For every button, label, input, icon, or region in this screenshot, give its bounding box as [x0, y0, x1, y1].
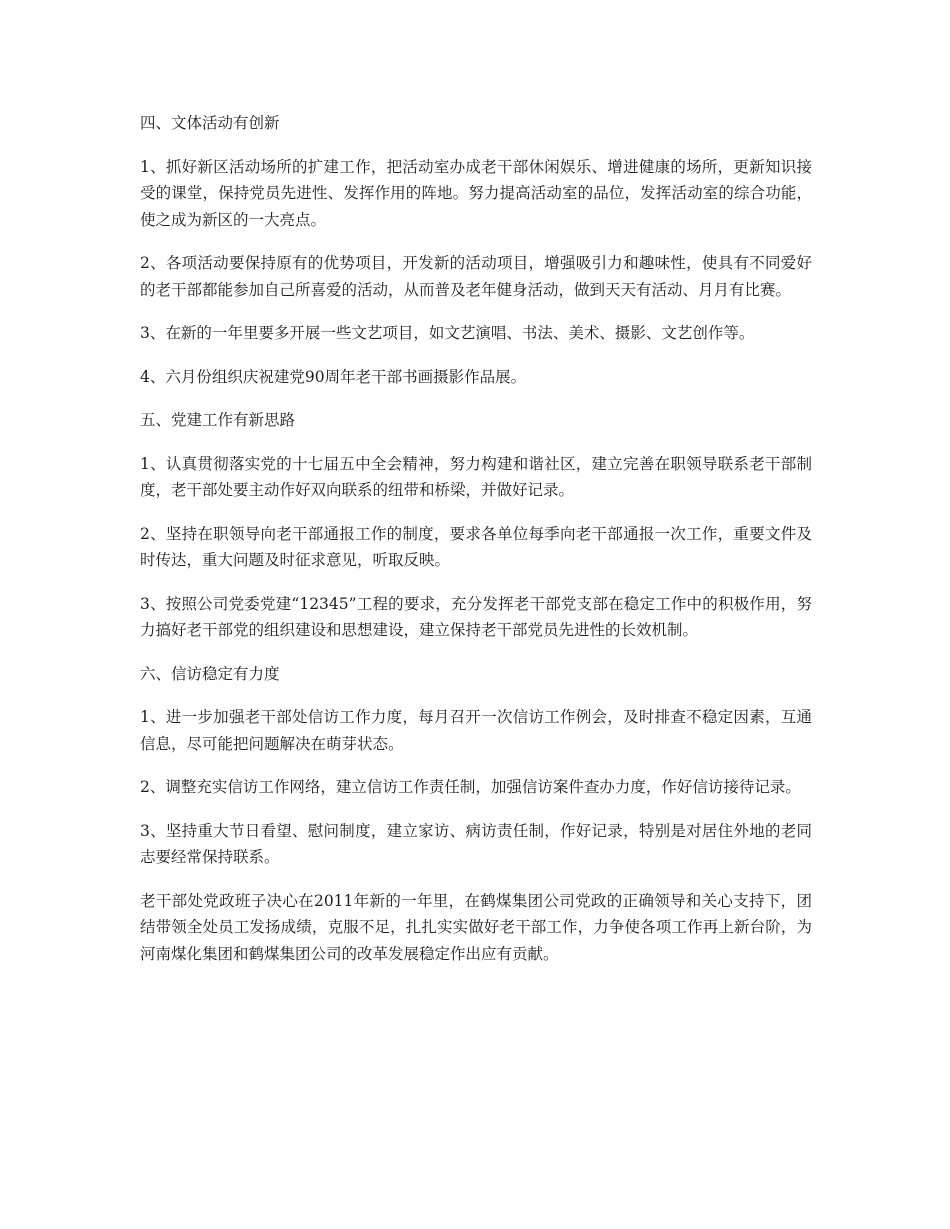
paragraph-item: 1、抓好新区活动场所的扩建工作，把活动室办成老干部休闲娱乐、增进健康的场所，更新知识接受的课堂，保持党员先进性、发挥作用的阵地。努力提高活动室的品位，发挥活动室的综合功能，使之成为新区的一大亮点。 [140, 157, 812, 229]
paragraph-item: 1、进一步加强老干部处信访工作力度，每月召开一次信访工作例会，及时排查不稳定因素，互通信息，尽可能把问题解决在萌芽状态。 [140, 708, 812, 753]
closing-paragraph: 老干部处党政班子决心在2011年新的一年里，在鹤煤集团公司党政的正确领导和关心支持下，团结带领全处员工发扬成绩，克服不足，扎扎实实做好老干部工作，力争使各项工作再上新台阶，为河南煤化集团和鹤煤集团公司的改革发展稳定作出应有贡献。 [140, 891, 812, 963]
section-heading-culture-activities: 四、文体活动有创新 [140, 114, 280, 132]
paragraph-item: 4、六月份组织庆祝建党90周年老干部书画摄影作品展。 [140, 367, 527, 386]
paragraph-item: 2、坚持在职领导向老干部通报工作的制度，要求各单位每季向老干部通报一次工作，重要文件及时传达，重大问题及时征求意见，听取反映。 [140, 524, 812, 569]
section-heading-petition-stability: 六、信访稳定有力度 [140, 664, 280, 683]
paragraph-item: 3、在新的一年里要多开展一些文艺项目，如文艺演唱、书法、美术、摄影、文艺创作等。 [140, 324, 755, 342]
document-body [140, 110, 812, 984]
paragraph-item: 2、各项活动要保持原有的优势项目，开发新的活动项目，增强吸引力和趣味性，使具有不同爱好的老干部都能参加自己所喜爱的活动，从而普及老年健身活动，做到天天有活动、月月有比赛。 [140, 254, 812, 299]
paragraph-item: 1、认真贯彻落实党的十七届五中全会精神，努力构建和谐社区，建立完善在职领导联系老干部制度，老干部处要主动作好双向联系的纽带和桥梁，并做好记录。 [140, 454, 812, 499]
paragraph-item: 3、按照公司党委党建“12345”工程的要求，充分发挥老干部党支部在稳定工作中的积极作用，努力搞好老干部党的组织建设和思想建设，建立保持老干部党员先进性的长效机制。 [140, 594, 812, 639]
paragraph-item: 2、调整充实信访工作网络，建立信访工作责任制，加强信访案件查办力度，作好信访接待记录。 [140, 778, 801, 796]
section-heading-party-building: 五、党建工作有新思路 [140, 411, 296, 429]
paragraph-item: 3、坚持重大节日看望、慰问制度，建立家访、病访责任制，作好记录，特别是对居住外地的老同志要经常保持联系。 [140, 821, 812, 866]
